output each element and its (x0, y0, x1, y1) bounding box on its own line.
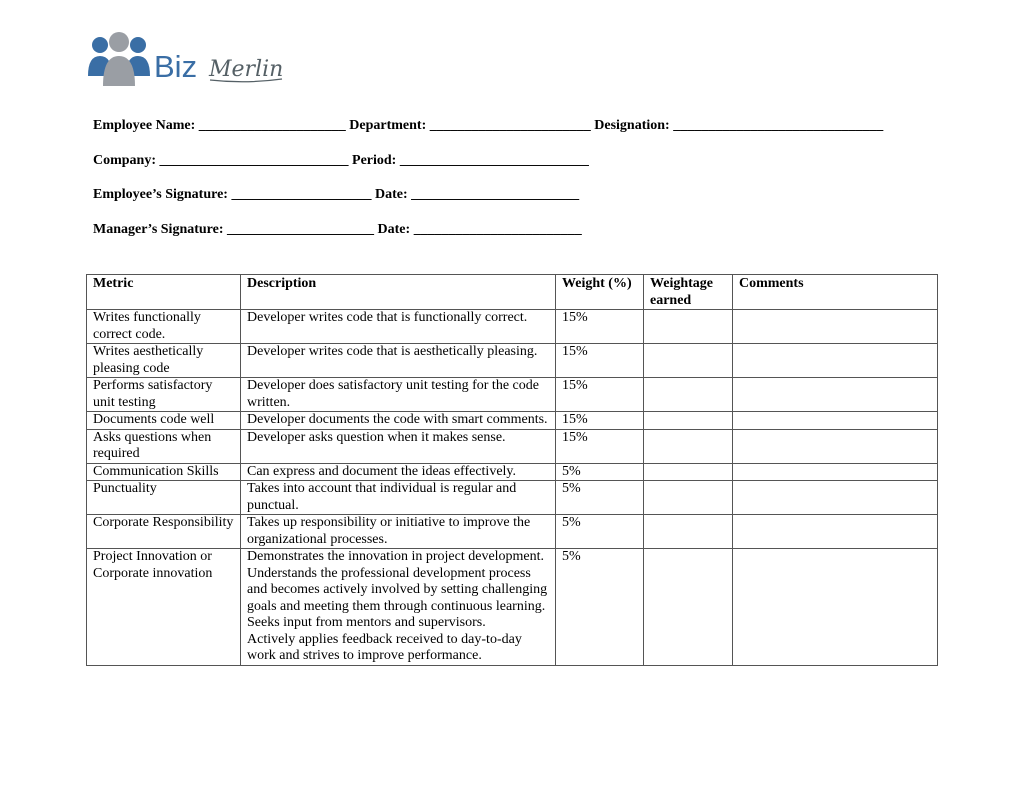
description-line: Understands the professional development process and becomes actively involved by setting challenging goals and meeting them through continuous learning. (247, 565, 548, 614)
employee-info-form (93, 117, 883, 255)
description-line: Demonstrates the innovation in project development. (247, 549, 545, 564)
comments-cell[interactable] (733, 429, 938, 463)
comments-cell[interactable] (733, 481, 938, 515)
description-line: Can express and document the ideas effectively. (247, 463, 517, 479)
weight-cell: 5% (556, 549, 644, 666)
table-row (87, 412, 938, 430)
header-metric: Metric (87, 275, 241, 310)
table-header-row (87, 275, 938, 310)
description-line: Developer does satisfactory unit testing for the code written. (247, 378, 539, 410)
header-description: Description (241, 275, 556, 310)
form-field-blank[interactable]: ____________________ (227, 187, 375, 202)
metric-cell: Writes aesthetically pleasing code (87, 344, 241, 378)
table-row (87, 310, 938, 344)
logo-brand-script: Merlin (209, 57, 284, 82)
weightage-earned-cell[interactable] (644, 429, 733, 463)
table-row (87, 344, 938, 378)
weightage-earned-cell[interactable] (644, 481, 733, 515)
table-row (87, 549, 938, 666)
description-line: Seeks input from mentors and supervisors. (247, 615, 486, 630)
weight-cell: 5% (556, 463, 644, 481)
metric-cell: Asks questions when required (87, 429, 241, 463)
table-row (87, 429, 938, 463)
description-line: Actively applies feedback received to day-to-day work and strives to improve performance. (247, 631, 522, 663)
form-field-label: Period: (352, 152, 397, 168)
form-field-label: Department: (349, 118, 427, 133)
description-line: Developer asks question when it makes sense. (247, 429, 506, 445)
table-row (87, 463, 938, 481)
form-field-blank[interactable]: _____________________ (195, 118, 350, 133)
form-line (93, 186, 883, 203)
header-comments: Comments (733, 275, 938, 310)
comments-cell[interactable] (733, 549, 938, 666)
header-weight: Weight (%) (556, 275, 644, 310)
table-row (87, 515, 938, 549)
form-field-blank[interactable]: ___________________________ (396, 152, 589, 168)
metrics-table (86, 274, 938, 666)
form-field-label: Manager’s Signature: (93, 221, 224, 237)
weightage-earned-cell[interactable] (644, 463, 733, 481)
description-cell (241, 344, 556, 378)
people-group-icon (88, 32, 150, 86)
form-field-label: Company: (93, 152, 157, 168)
description-line: Takes into account that individual is regular and punctual. (247, 481, 517, 513)
description-cell (241, 515, 556, 549)
metric-cell: Documents code well (87, 412, 241, 430)
table-row (87, 378, 938, 412)
form-field-label: Designation: (594, 118, 670, 133)
form-field-blank[interactable]: ___________________________ (156, 152, 353, 168)
description-cell (241, 310, 556, 344)
weight-cell: 5% (556, 515, 644, 549)
form-field-blank[interactable]: ________________________ (407, 187, 580, 202)
description-line: Takes up responsibility or initiative to improve the organizational processes. (247, 515, 531, 547)
form-field-blank[interactable]: ________________________ (410, 221, 582, 237)
weightage-earned-cell[interactable] (644, 344, 733, 378)
form-field-blank[interactable]: ______________________________ (669, 118, 884, 133)
weightage-earned-cell[interactable] (644, 378, 733, 412)
form-line (93, 117, 883, 134)
form-field-label: Employee’s Signature: (93, 187, 228, 202)
comments-cell[interactable] (733, 515, 938, 549)
comments-cell[interactable] (733, 344, 938, 378)
form-field-blank[interactable]: _______________________ (426, 118, 595, 133)
comments-cell[interactable] (733, 310, 938, 344)
logo-brand-word: Biz (154, 49, 198, 84)
description-cell (241, 463, 556, 481)
metric-cell: Project Innovation or Corporate innovation (87, 549, 241, 666)
description-cell (241, 429, 556, 463)
description-line: Developer documents the code with smart comments. (247, 412, 548, 427)
form-field-label: Date: (374, 187, 408, 202)
description-cell (241, 481, 556, 515)
table-row (87, 481, 938, 515)
form-line (93, 221, 883, 238)
comments-cell[interactable] (733, 378, 938, 412)
description-cell (241, 378, 556, 412)
metric-cell: Writes functionally correct code. (87, 310, 241, 344)
metric-cell: Performs satisfactory unit testing (87, 378, 241, 412)
bizmerlin-logo (86, 32, 296, 90)
form-line (93, 152, 883, 169)
metric-cell: Corporate Responsibility (87, 515, 241, 549)
weightage-earned-cell[interactable] (644, 549, 733, 666)
form-field-label: Employee Name: (93, 118, 196, 133)
weight-cell: 15% (556, 429, 644, 463)
weight-cell: 15% (556, 344, 644, 378)
metric-cell: Communication Skills (87, 463, 241, 481)
description-line: Developer writes code that is aesthetically pleasing. (247, 344, 538, 359)
description-cell (241, 412, 556, 430)
comments-cell[interactable] (733, 412, 938, 430)
weightage-earned-cell[interactable] (644, 310, 733, 344)
header-weightage-earned: Weightage earned (644, 275, 733, 310)
form-field-blank[interactable]: _____________________ (223, 221, 378, 237)
weightage-earned-cell[interactable] (644, 515, 733, 549)
form-field-label: Date: (377, 221, 411, 237)
weight-cell: 15% (556, 310, 644, 344)
weight-cell: 15% (556, 412, 644, 430)
metric-cell: Punctuality (87, 481, 241, 515)
weight-cell: 5% (556, 481, 644, 515)
weight-cell: 15% (556, 378, 644, 412)
description-line: Developer writes code that is functionally correct. (247, 310, 528, 325)
weightage-earned-cell[interactable] (644, 412, 733, 430)
description-cell (241, 549, 556, 666)
comments-cell[interactable] (733, 463, 938, 481)
